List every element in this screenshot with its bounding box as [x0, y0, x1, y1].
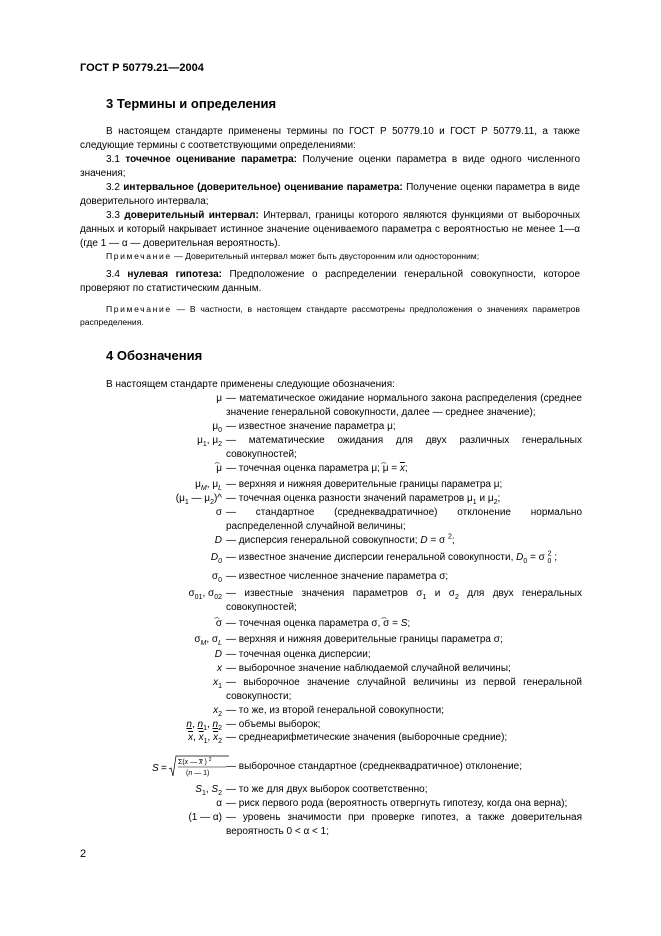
svg-text:S: S	[152, 763, 159, 774]
page-number: 2	[80, 848, 87, 860]
note-2: Примечание — В частности, в настоящем стандарте рассмотрены предположения о значениях параметров распределения.	[80, 304, 580, 327]
symbol: $\mu_0$	[212, 421, 222, 434]
symbol: D	[214, 649, 222, 660]
section-3-intro: В настоящем стандарте применены термины по ГОСТ Р 50779.10 и ГОСТ Р 50779.11, а также следующие термины с соответствующими определениями:	[80, 126, 580, 151]
document-header: ГОСТ Р 50779.21—2004	[80, 62, 204, 74]
symbol: $\mu_M$, $\mu_L$	[195, 479, 222, 492]
term-3-1: 3.1 точечное оценивание параметра: Получение оценки параметра в виде одного численного значения;	[80, 154, 581, 179]
symbol: D	[214, 535, 222, 546]
term-3-2: 3.2 интервальное (доверительное) оценивание параметра: Получение оценки параметра в виде доверительного интервала;	[80, 182, 581, 207]
term-3-3-name: доверительный интервал:	[124, 210, 259, 221]
svg-text:(n — 1): (n — 1)	[186, 770, 210, 777]
symbol: $D_0$	[210, 552, 222, 565]
symbol: ($\mu_1$ — $\mu_2)\^{}$	[175, 493, 222, 506]
symbol: n, $n_1$, $n_2$	[186, 719, 222, 732]
note-1: Примечание — Доверительный интервал может быть двусторонним или односторонним;	[106, 251, 480, 261]
symbol: $\mu_1$, $\mu_2$	[197, 435, 222, 448]
symbol: σ	[215, 507, 222, 518]
symbol: $\overline{x}$, $\overline{x}_1$, $\overline{x}_2$	[188, 732, 222, 745]
symbol: μ ⌢	[214, 457, 222, 474]
term-3-1-name: точечное оценивание параметра:	[125, 154, 297, 165]
symbol: $\sigma_0$	[211, 571, 222, 584]
symbol: σ ⌢	[213, 612, 222, 629]
symbol: (1 — α)	[188, 812, 222, 823]
section-4-intro: В настоящем стандарте применены следующие обозначения:	[106, 379, 395, 390]
symbol: x	[217, 663, 222, 674]
symbol: $x_2$	[213, 705, 222, 718]
term-3-4-name: нулевая гипотеза:	[127, 269, 222, 280]
svg-text:=: =	[161, 763, 167, 774]
std-dev-formula	[150, 754, 230, 780]
term-3-2-name: интервальное (доверительное) оценивание параметра:	[123, 182, 403, 193]
symbol: μ	[216, 393, 222, 404]
symbol: $\sigma_M$, $\sigma_L$	[194, 634, 222, 647]
symbol: $\sigma_{01}$, $\sigma_{02}$	[188, 588, 222, 601]
section-3-title: 3 Термины и определения	[106, 96, 277, 111]
symbol: $S_1$, $S_2$	[195, 784, 222, 797]
term-3-3: 3.3 доверительный интервал: Интервал, границы которого являются функциями от выборочных данных и который накрывает истинное значение оцениваемого параметра с вероятностью не менее 1—α (где 1 — α — доверительная вероятность).	[80, 210, 580, 249]
symbol: $x_1$	[213, 677, 222, 690]
symbol: α	[216, 798, 222, 809]
document-page: ГОСТ Р 50779.21—2004 3 Термины и определения В настоящем стандарте применены термины по ГОСТ Р 50779.10 и ГОСТ Р 50779.11, а также следующие термины с соответствующими определениями: 3.1 точечное оценивание параметра: Получение оценки параметра в виде одного численного значения; 3.2 интервальное (доверительное) оценивание параметра: Получение оценки параметра в виде доверительного интервала; 3.3 доверительный интервал: Интервал, границы которого являются функциями от выборочных данных и который накрывает истинное значение оцениваемого параметра с вероятностью не менее 1—α (где 1 — α — доверительная вероятность). Примечание — Доверительный интервал может быть двусторонним или односторонним; 3.4 нулевая гипотеза: Предположение о распределении генеральной совокупности, которое проверяют по статистическим данным. Примечание — В частности, в настоящем стандарте рассмотрены предположения о значениях параметров распределения. 4 Обозначения В настоящем стандарте применены следующие обозначения: μ — математическое ожидание нормального закона распределения (среднее значение генеральной совокупности, далее — среднее значение); $\mu_0$ — известное значение параметра μ; $\mu_1$, $\mu_2$ — математические ожидания для двух различных генеральных совокупностей; μ ⌢ — точечная оценка параметра μ; μ ⌢ = $\overline{x}$; $\mu_M$, $\mu_L$ — верхняя и нижняя доверительные границы параметра μ; ($\mu_1$ — $\mu_2)\^{}$ — точечная оценка разности значений параметров $\mu_1$ и $\mu_2$; σ — стандартное (среднеквадратичное) отклонение нормально распределенной случайной величины; D — дисперсия генеральной совокупности; D = σ $^2$; $D_0$ — известное значение дисперсии генеральной совокупности, $D_0 = \sigma$ $^2_0$ ; $\sigma_0$ — известное численное значение параметра σ; $\sigma_{01}$, $\sigma_{02}$ — известные значения параметров $\sigma_1$ и $\sigma_2$ для двух генеральных совокупностей; σ ⌢ — точечная оценка параметра σ, σ ⌢ = S; $\sigma_M$, $\sigma_L$ — верхняя и нижняя доверительные границы параметра σ; D — точечная оценка дисперсии; x — выборочное значение наблюдаемой случайной величины; $x_1$ — выборочное значение случайной величины из первой генеральной совокупности; $x_2$ — то же, из второй генеральной совокупности; n, $n_1$, $n_2$ — объемы выборок; $\overline{x}$, $\overline{x}_1$, $\overline{x}_2$ — среднеарифметические значения (выборочные средние); S = Σ(x — x ) $^2$ (n — 1) — выборочное стандартное (среднеквадратичное) отклонение; $S_1$, $S_2$ — то же для двух выборок соответственно; α — риск первого рода (вероятность отвергнуть гипотезу, когда она верна); (1 — α) — уровень значимости при проверке гипотез, а также доверительная вероятность 0 < α < 1; 2	[80, 62, 582, 860]
section-4-title: 4 Обозначения	[106, 348, 203, 363]
svg-text:Σ(x — x ) 2: Σ(x — x ) $^2$	[178, 757, 212, 766]
term-3-4: 3.4 нулевая гипотеза: Предположение о распределении генеральной совокупности, которое проверяют по статистическим данным.	[80, 269, 581, 294]
